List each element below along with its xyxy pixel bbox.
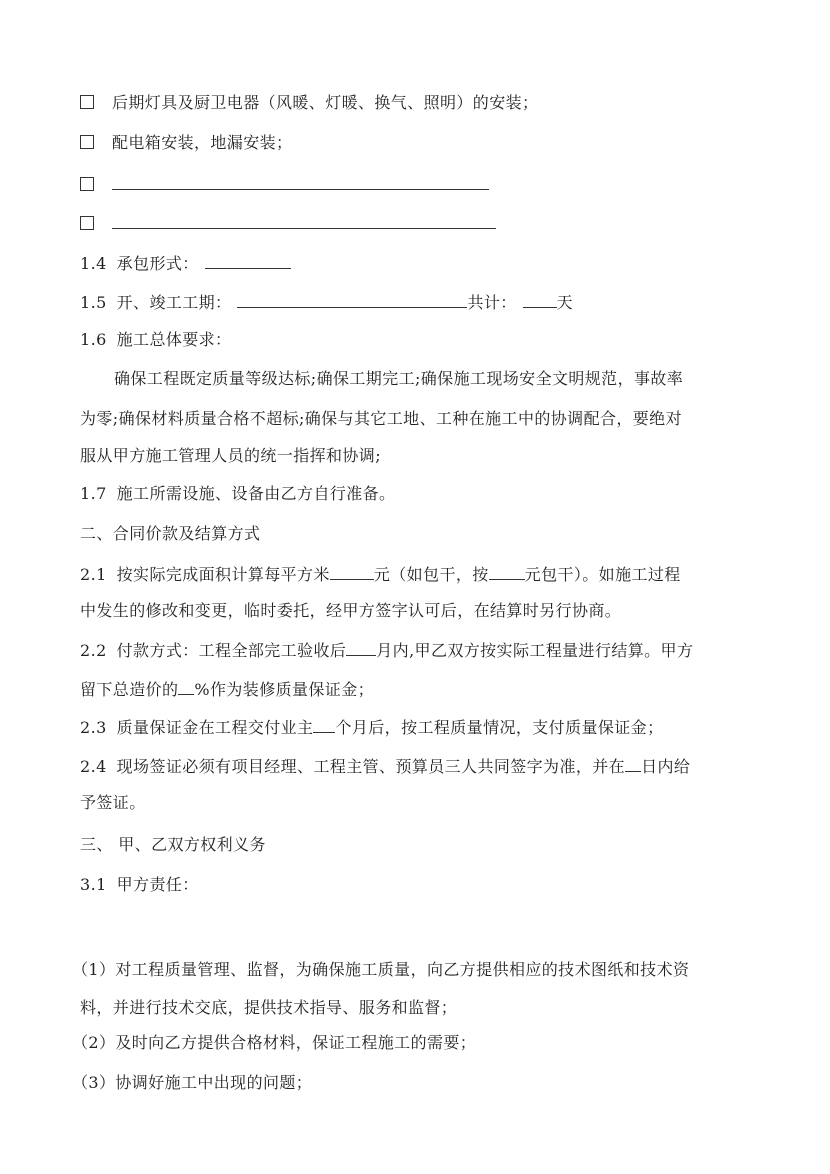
blank-line[interactable] xyxy=(112,211,496,229)
paragraph-line xyxy=(80,677,374,701)
total-label: 共计： xyxy=(467,293,517,312)
section-heading: 三、 甲、乙双方权利义务 xyxy=(80,835,266,854)
checkbox-icon[interactable] xyxy=(80,177,94,191)
section-heading: 二、合同价款及结算方式 xyxy=(80,524,261,543)
clause-1-7 xyxy=(80,483,395,505)
clause-text: 日内给 xyxy=(641,757,691,776)
blank-line[interactable] xyxy=(489,562,525,580)
blank-line[interactable] xyxy=(178,677,194,695)
blank-line[interactable] xyxy=(523,290,557,308)
clause-2-2 xyxy=(80,638,693,662)
clause-label: 施工总体要求： xyxy=(116,330,232,349)
clause-text: 元（如包干，按 xyxy=(373,565,489,584)
blank-line[interactable] xyxy=(330,562,374,580)
clause-label: 甲方责任： xyxy=(116,875,199,894)
clause-2-4 xyxy=(80,754,690,778)
clause-label: 开、竣工工期： xyxy=(116,293,232,312)
blank-line[interactable] xyxy=(346,638,376,656)
clause-2-3 xyxy=(80,715,663,739)
clause-2-1 xyxy=(80,562,681,586)
unit-label: 天 xyxy=(556,293,574,312)
clause-text: 按实际完成面积计算每平方米 xyxy=(116,565,330,584)
paragraph-line: 中发生的修改和变更，临时委托，经甲方签字认可后，在结算时另行协商。 xyxy=(80,601,622,620)
clause-number: 1.7 xyxy=(80,484,107,503)
checklist-item xyxy=(80,211,496,235)
clause-text: 现场签证必须有项目经理、工程主管、预算员三人共同签字为准，并在 xyxy=(116,757,626,776)
clause-1-5 xyxy=(80,290,573,314)
clause-number: 3.1 xyxy=(80,875,107,894)
clause-text: 付款方式：工程全部完工验收后 xyxy=(116,641,347,660)
duty-item: （3）协调好施工中出现的问题； xyxy=(72,1073,313,1092)
clause-text: 元包干）。如施工过程 xyxy=(524,565,681,584)
clause-number: 1.6 xyxy=(80,330,107,349)
checklist-item xyxy=(80,132,292,154)
paragraph-line: 为零;确保材料质量合格不超标;确保与其它工地、工种在施工中的协调配合，要绝对 xyxy=(80,409,682,428)
duty-item: （2）及时向乙方提供合格材料，保证工程施工的需要； xyxy=(72,1033,477,1052)
blank-line[interactable] xyxy=(313,715,335,733)
clause-text: 月内,甲乙双方按实际工程量进行结算。甲方 xyxy=(376,641,694,660)
paragraph-line: 予签证。 xyxy=(80,793,146,812)
clause-3-1 xyxy=(80,874,199,896)
clause-number: 2.1 xyxy=(80,565,107,584)
clause-text: 施工所需设施、设备由乙方自行准备。 xyxy=(116,484,396,503)
blank-line[interactable] xyxy=(112,172,489,190)
clause-text: 个月后，按工程质量情况，支付质量保证金； xyxy=(335,718,664,737)
clause-1-6 xyxy=(80,329,231,351)
clause-number: 1.5 xyxy=(80,293,107,312)
checklist-item xyxy=(80,172,489,196)
paragraph-line: 确保工程既定质量等级达标;确保工期完工;确保施工现场安全文明规范，事故率 xyxy=(114,369,684,388)
clause-1-4 xyxy=(80,251,291,275)
clause-text: 留下总造价的 xyxy=(80,680,179,699)
clause-number: 2.3 xyxy=(80,718,107,737)
clause-label: 承包形式： xyxy=(116,254,199,273)
clause-text: %作为装修质量保证金； xyxy=(194,680,375,699)
paragraph-line: 料，并进行技术交底，提供技术指导、服务和监督； xyxy=(80,998,458,1017)
paragraph-line: 服从甲方施工管理人员的统一指挥和协调; xyxy=(80,446,381,465)
checkbox-icon[interactable] xyxy=(80,135,94,149)
checklist-text: 配电箱安装，地漏安装； xyxy=(112,133,293,152)
checklist-item xyxy=(80,92,538,114)
blank-line[interactable] xyxy=(237,290,467,308)
checklist-text: 后期灯具及厨卫电器（风暖、灯暖、换气、照明）的安装； xyxy=(112,93,539,112)
checkbox-icon[interactable] xyxy=(80,95,94,109)
blank-line[interactable] xyxy=(625,754,641,772)
clause-number: 2.4 xyxy=(80,757,107,776)
duty-item: （1）对工程质量管理、监督，为确保施工质量，向乙方提供相应的技术图纸和技术资 xyxy=(72,960,690,979)
clause-number: 1.4 xyxy=(80,254,107,273)
clause-number: 2.2 xyxy=(80,641,107,660)
clause-text: 质量保证金在工程交付业主 xyxy=(116,718,314,737)
blank-line[interactable] xyxy=(205,251,291,269)
checkbox-icon[interactable] xyxy=(80,216,94,230)
